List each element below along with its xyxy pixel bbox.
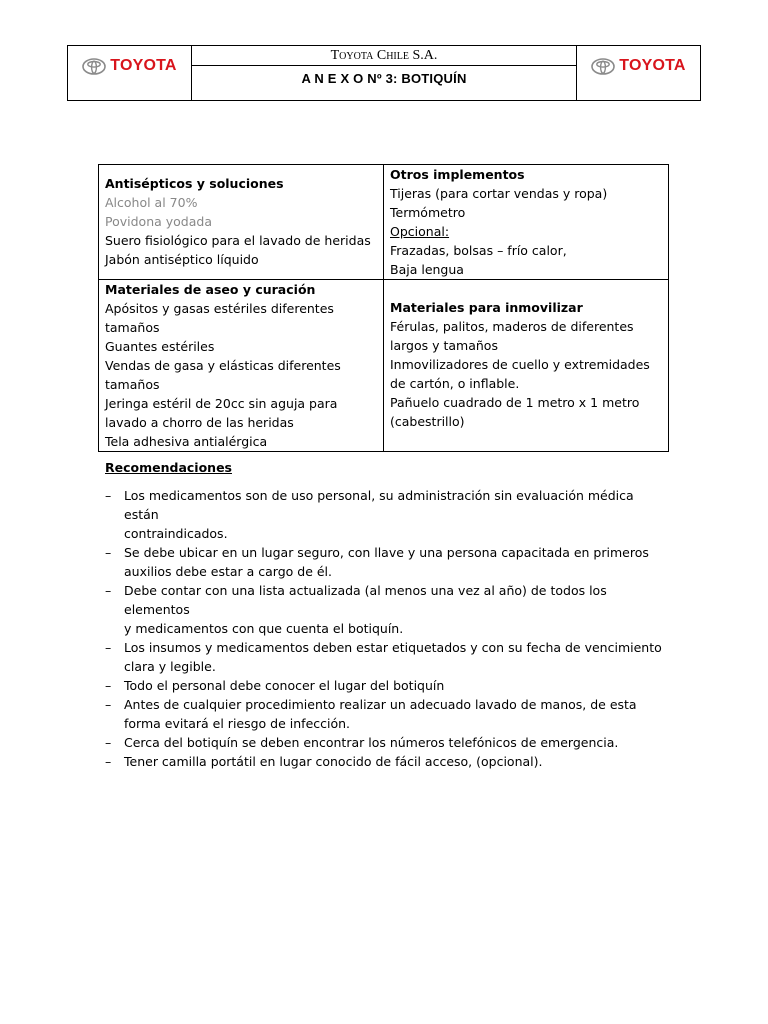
list-item: Suero fisiológico para el lavado de heridas bbox=[105, 233, 371, 248]
bullet-dash: – bbox=[105, 640, 112, 655]
other-implements-cell bbox=[384, 165, 669, 280]
other-implements-heading: Otros implementos bbox=[390, 167, 525, 182]
recommendation-line: Se debe ubicar en un lugar seguro, con llave y una persona capacitada en primeros bbox=[124, 545, 649, 560]
toyota-emblem-icon bbox=[591, 58, 615, 75]
recommendation-line: Tener camilla portátil en lugar conocido de fácil acceso, (opcional). bbox=[124, 754, 543, 769]
recommendation-text bbox=[124, 486, 665, 543]
list-item: Inmovilizadores de cuello y extremidades bbox=[390, 357, 650, 372]
recommendation-item bbox=[105, 676, 665, 695]
recommendation-item bbox=[105, 543, 665, 581]
annex-title: A N E X O Nº 3: BOTIQUÍN bbox=[301, 71, 467, 86]
recommendation-line: y medicamentos con que cuenta el botiquín. bbox=[124, 621, 404, 636]
header-center bbox=[192, 46, 576, 100]
list-item: Pañuelo cuadrado de 1 metro x 1 metro bbox=[390, 395, 640, 410]
immobilize-heading: Materiales para inmovilizar bbox=[390, 300, 583, 315]
toyota-logo bbox=[591, 57, 685, 75]
list-item: Termómetro bbox=[390, 205, 466, 220]
toyota-logo bbox=[82, 57, 176, 75]
list-item: Jabón antiséptico líquido bbox=[105, 252, 259, 267]
recommendation-line: Cerca del botiquín se deben encontrar los números telefónicos de emergencia. bbox=[124, 735, 619, 750]
recommendation-text bbox=[124, 543, 665, 581]
logo-text: TOYOTA bbox=[110, 57, 177, 74]
recommendations-list bbox=[105, 486, 665, 771]
list-item: Tela adhesiva antialérgica bbox=[105, 434, 268, 449]
list-item: Frazadas, bolsas – frío calor, bbox=[390, 243, 567, 258]
immobilize-cell bbox=[384, 280, 669, 452]
bullet-dash: – bbox=[105, 697, 112, 712]
recommendation-text bbox=[124, 752, 665, 771]
table-row bbox=[99, 280, 669, 452]
hygiene-cell bbox=[99, 280, 384, 452]
bullet-dash: – bbox=[105, 735, 112, 750]
logo-cell-left bbox=[68, 46, 192, 100]
list-item: tamaños bbox=[105, 377, 160, 392]
recommendation-item bbox=[105, 581, 665, 638]
bullet-dash: – bbox=[105, 545, 112, 560]
logo-cell-right bbox=[576, 46, 700, 100]
bullet-dash: – bbox=[105, 754, 112, 769]
bullet-dash: – bbox=[105, 583, 112, 598]
list-item: Guantes estériles bbox=[105, 339, 215, 354]
antiseptics-cell bbox=[99, 165, 384, 280]
list-item: de cartón, o inflable. bbox=[390, 376, 520, 391]
recommendation-line: auxilios debe estar a cargo de él. bbox=[124, 564, 333, 579]
recommendation-item bbox=[105, 752, 665, 771]
toyota-emblem-icon bbox=[82, 58, 106, 75]
list-item: Vendas de gasa y elásticas diferentes bbox=[105, 358, 341, 373]
recommendation-line: Debe contar con una lista actualizada (al menos una vez al año) de todos los elementos bbox=[124, 583, 607, 617]
list-item: lavado a chorro de las heridas bbox=[105, 415, 294, 430]
recommendation-item bbox=[105, 733, 665, 752]
list-item: tamaños bbox=[105, 320, 160, 335]
list-item: Tijeras (para cortar vendas y ropa) bbox=[390, 186, 608, 201]
list-item: largos y tamaños bbox=[390, 338, 498, 353]
recommendation-item bbox=[105, 638, 665, 676]
recommendation-line: Antes de cualquier procedimiento realizar un adecuado lavado de manos, de esta bbox=[124, 697, 637, 712]
recommendation-item bbox=[105, 486, 665, 543]
recommendation-line: Todo el personal debe conocer el lugar del botiquín bbox=[124, 678, 445, 693]
list-item: Alcohol al 70% bbox=[105, 195, 198, 210]
recommendation-line: contraindicados. bbox=[124, 526, 228, 541]
document-header bbox=[67, 45, 701, 101]
recommendation-item bbox=[105, 695, 665, 733]
recommendations-title: Recomendaciones bbox=[105, 460, 232, 475]
list-item: Povidona yodada bbox=[105, 214, 212, 229]
list-item: (cabestrillo) bbox=[390, 414, 465, 429]
list-item: Baja lengua bbox=[390, 262, 464, 277]
recommendation-text bbox=[124, 638, 665, 676]
recommendation-text bbox=[124, 695, 665, 733]
logo-text: TOYOTA bbox=[619, 57, 686, 74]
recommendation-line: Los medicamentos son de uso personal, su administración sin evaluación médica están bbox=[124, 488, 634, 522]
kit-table bbox=[98, 164, 669, 452]
antiseptics-heading: Antisépticos y soluciones bbox=[105, 176, 284, 191]
bullet-dash: – bbox=[105, 678, 112, 693]
table-row bbox=[99, 165, 669, 280]
recommendation-text bbox=[124, 581, 665, 638]
company-name: Toyota Chile S.A. bbox=[192, 46, 576, 66]
recommendation-text bbox=[124, 676, 665, 695]
optional-label: Opcional: bbox=[390, 224, 450, 239]
bullet-dash: – bbox=[105, 488, 112, 503]
list-item: Jeringa estéril de 20cc sin aguja para bbox=[105, 396, 338, 411]
recommendation-line: Los insumos y medicamentos deben estar etiquetados y con su fecha de vencimiento bbox=[124, 640, 662, 655]
recommendation-line: forma evitará el riesgo de infección. bbox=[124, 716, 351, 731]
recommendation-line: clara y legible. bbox=[124, 659, 216, 674]
hygiene-heading: Materiales de aseo y curación bbox=[105, 282, 316, 297]
list-item: Férulas, palitos, maderos de diferentes bbox=[390, 319, 634, 334]
recommendation-text bbox=[124, 733, 665, 752]
list-item: Apósitos y gasas estériles diferentes bbox=[105, 301, 334, 316]
